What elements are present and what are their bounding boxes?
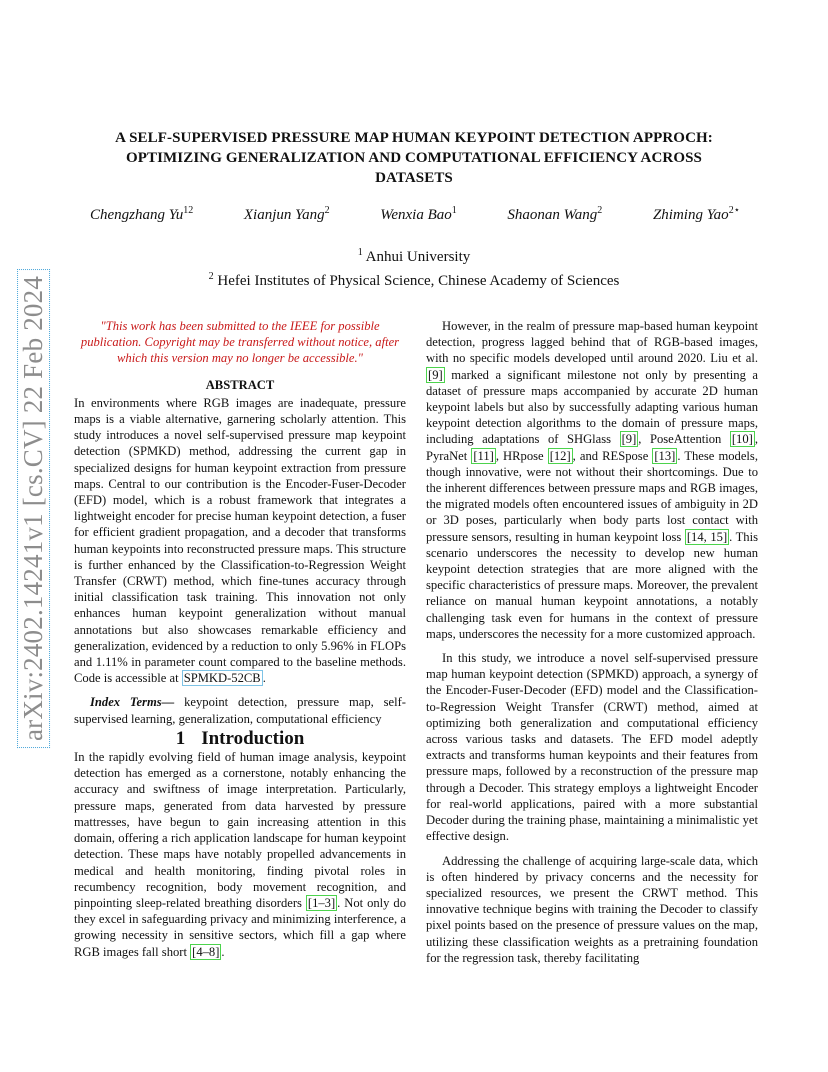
intro-paragraph: In the rapidly evolving field of human image analysis, keypoint detection has emerged as a cornerstone, notably enhancing the accuracy and swiftness of image interpretation. Particularly, pressure maps, generated from data harvested by pressure mattresses, have begun to gain increasing attention in this domain, offering a rich application landscape for human keypoint detection. These maps have notably propelled advancements in medical and health monitoring, finding pivotal roles in recumbency recognition, body movement recognition, and pinpointing sleep-related breathing disorders [1–3] . Not only do they excel in safeguarding privacy and minimizing interference, a growing necessity in sensitive sectors, which fill a gap where RGB images fall short [4–8] .: [74, 750, 406, 959]
citation-link[interactable]: [14, 15]: [686, 529, 728, 544]
section-number: 1: [175, 727, 186, 749]
section-heading: [74, 727, 406, 749]
author: Wenxia Bao$^1$: [380, 205, 457, 223]
code-link[interactable]: SPMKD-52CB: [183, 671, 261, 686]
title-line: OPTIMIZING GENERALIZATION AND COMPUTATIONAL EFFICIENCY ACROSS: [125, 150, 703, 166]
citation-link[interactable]: [11]: [473, 448, 494, 463]
title-line: A SELF-SUPERVISED PRESSURE MAP HUMAN KEYPOINT DETECTION APPROCH:: [115, 130, 713, 146]
index-terms-label: Index Terms—: [90, 695, 175, 710]
abstract-heading: ABSTRACT: [205, 377, 275, 392]
body-paragraph: Addressing the challenge of acquiring large-scale data, which is often hindered by privacy concerns and the necessity for specialized resources, we present the CRWT method. This innovative technique begins with training the Decoder to classify pixel points based on the presence of pressure values on the map, utilizing these classification weights as a pretraining foundation for the regression task, thereby facilitating: [426, 853, 758, 965]
affiliation: $^1$ Anhui University: [357, 247, 471, 265]
paper-title: [80, 128, 748, 188]
author: Zhiming Yao$^{2⋆}$: [652, 205, 740, 223]
citation-link[interactable]: [4–8]: [192, 944, 220, 959]
arxiv-stamp: [14, 258, 54, 758]
citation-link[interactable]: [10]: [731, 432, 753, 447]
author-list: [90, 205, 740, 224]
citation-link[interactable]: [9]: [621, 432, 637, 447]
title-line: DATASETS: [375, 170, 453, 186]
left-column: [74, 318, 406, 960]
right-column: [426, 318, 758, 966]
body-paragraph: In this study, we introduce a novel self-supervised pressure map human keypoint detection (SPMKD) approach, a synergy of the Encoder-Fuser-Decoder (EFD) model and the Classification-to-Regression Weight Transfer (CRWT) method, aimed at optimizing both generalization and computational efficiency across various tasks and datasets. The EFD model adeptly extracts and transforms human keypoints and their features from pressure maps, followed by a reconstruction of the pressure map through a Decoder. This strategy employs a lightweight Encoder for real-world applications, paired with a more substantial Decoder during the training phase, maintaining a minimalistic yet effective design.: [426, 651, 758, 844]
submission-notice: "This work has been submitted to the IEEE for possible publication. Copyright may be transferred without notice, after which this version may no longer be accessible.": [80, 319, 400, 366]
author: Shaonan Wang$^2$: [507, 205, 603, 223]
section-title: Introduction: [201, 727, 305, 749]
body-paragraph: However, in the realm of pressure map-based human keypoint detection, progress lagged behind that of RGB-based images, with no specific models developed until around 2020. Liu et al. [9] marked a significant milestone not only by presenting a dataset of pressure maps accompanied by accurate 2D human keypoint labels but also by successfully adapting various human keypoint detection algorithms to the domain of pressure maps, including adaptations of SHGlass [9] , PoseAttention [10] , PyraNet [11] , HRpose [12] , and RESpose [13] . These models, though innovative, were not without their shortcomings. Due to the inherent differences between pressure maps and RGB images, the migrated models often encountered issues of ambiguity in 2D or 3D poses, particularly when body parts lost contact with pressure sensors, resulting in human keypoint loss [14, 15] . This scenario underscores the necessity to develop new human keypoint detection strategies that are more aligned with the specific characteristics of pressure maps. Moreover, the prevalent reliance on manual human keypoint annotations, a notably challenging task even for humans in the context of pressure maps, underscores the necessity for a more customized approach.: [426, 319, 759, 641]
citation-link[interactable]: [9]: [428, 367, 443, 382]
affiliation: $^2$ Hefei Institutes of Physical Science, Chinese Academy of Sciences: [208, 271, 620, 289]
abstract-body: In environments where RGB images are inadequate, pressure maps is a viable alternative, garnering scholarly attention. This study introduces a novel self-supervised pressure map keypoint detection (SPMKD) method, addressing the current gap in specialized designs for human keypoint extraction from pressure maps. Central to our contribution is the Encoder-Fuser-Decoder (EFD) model, which is a robust framework that integrates a lightweight encoder for precise human keypoint detection, a fuser for efficient gradient propagation, and a decoder that transforms human keypoints into reconstructed pressure maps. This structure is further enhanced by the Classification-to-Regression Weight Transfer (CRWT) method, which fine-tunes accuracy through initial classification task training. This innovation not only enhances human keypoint generalization without manual annotations but also showcases remarkable efficiency and generalization, evidenced by a reduction to only 5.96% in FLOPs and 1.11% in parameter count compared to the baseline methods. Code is accessible at SPMKD-52CB .: [74, 395, 406, 686]
affiliations: [100, 243, 728, 291]
arxiv-stamp-text: arXiv:2402.14241v1 [cs.CV] 22 Feb 2024: [18, 268, 51, 747]
citation-link[interactable]: [1–3]: [307, 895, 336, 910]
index-terms: Index Terms— keypoint detection, pressure map, self-supervised learning, generalization, computational efficiency: [74, 695, 406, 726]
citation-link[interactable]: [12]: [549, 448, 571, 463]
author: Chengzhang Yu$^{12}$: [90, 205, 194, 223]
citation-link[interactable]: [13]: [654, 448, 676, 463]
author: Xianjun Yang$^2$: [243, 205, 330, 223]
